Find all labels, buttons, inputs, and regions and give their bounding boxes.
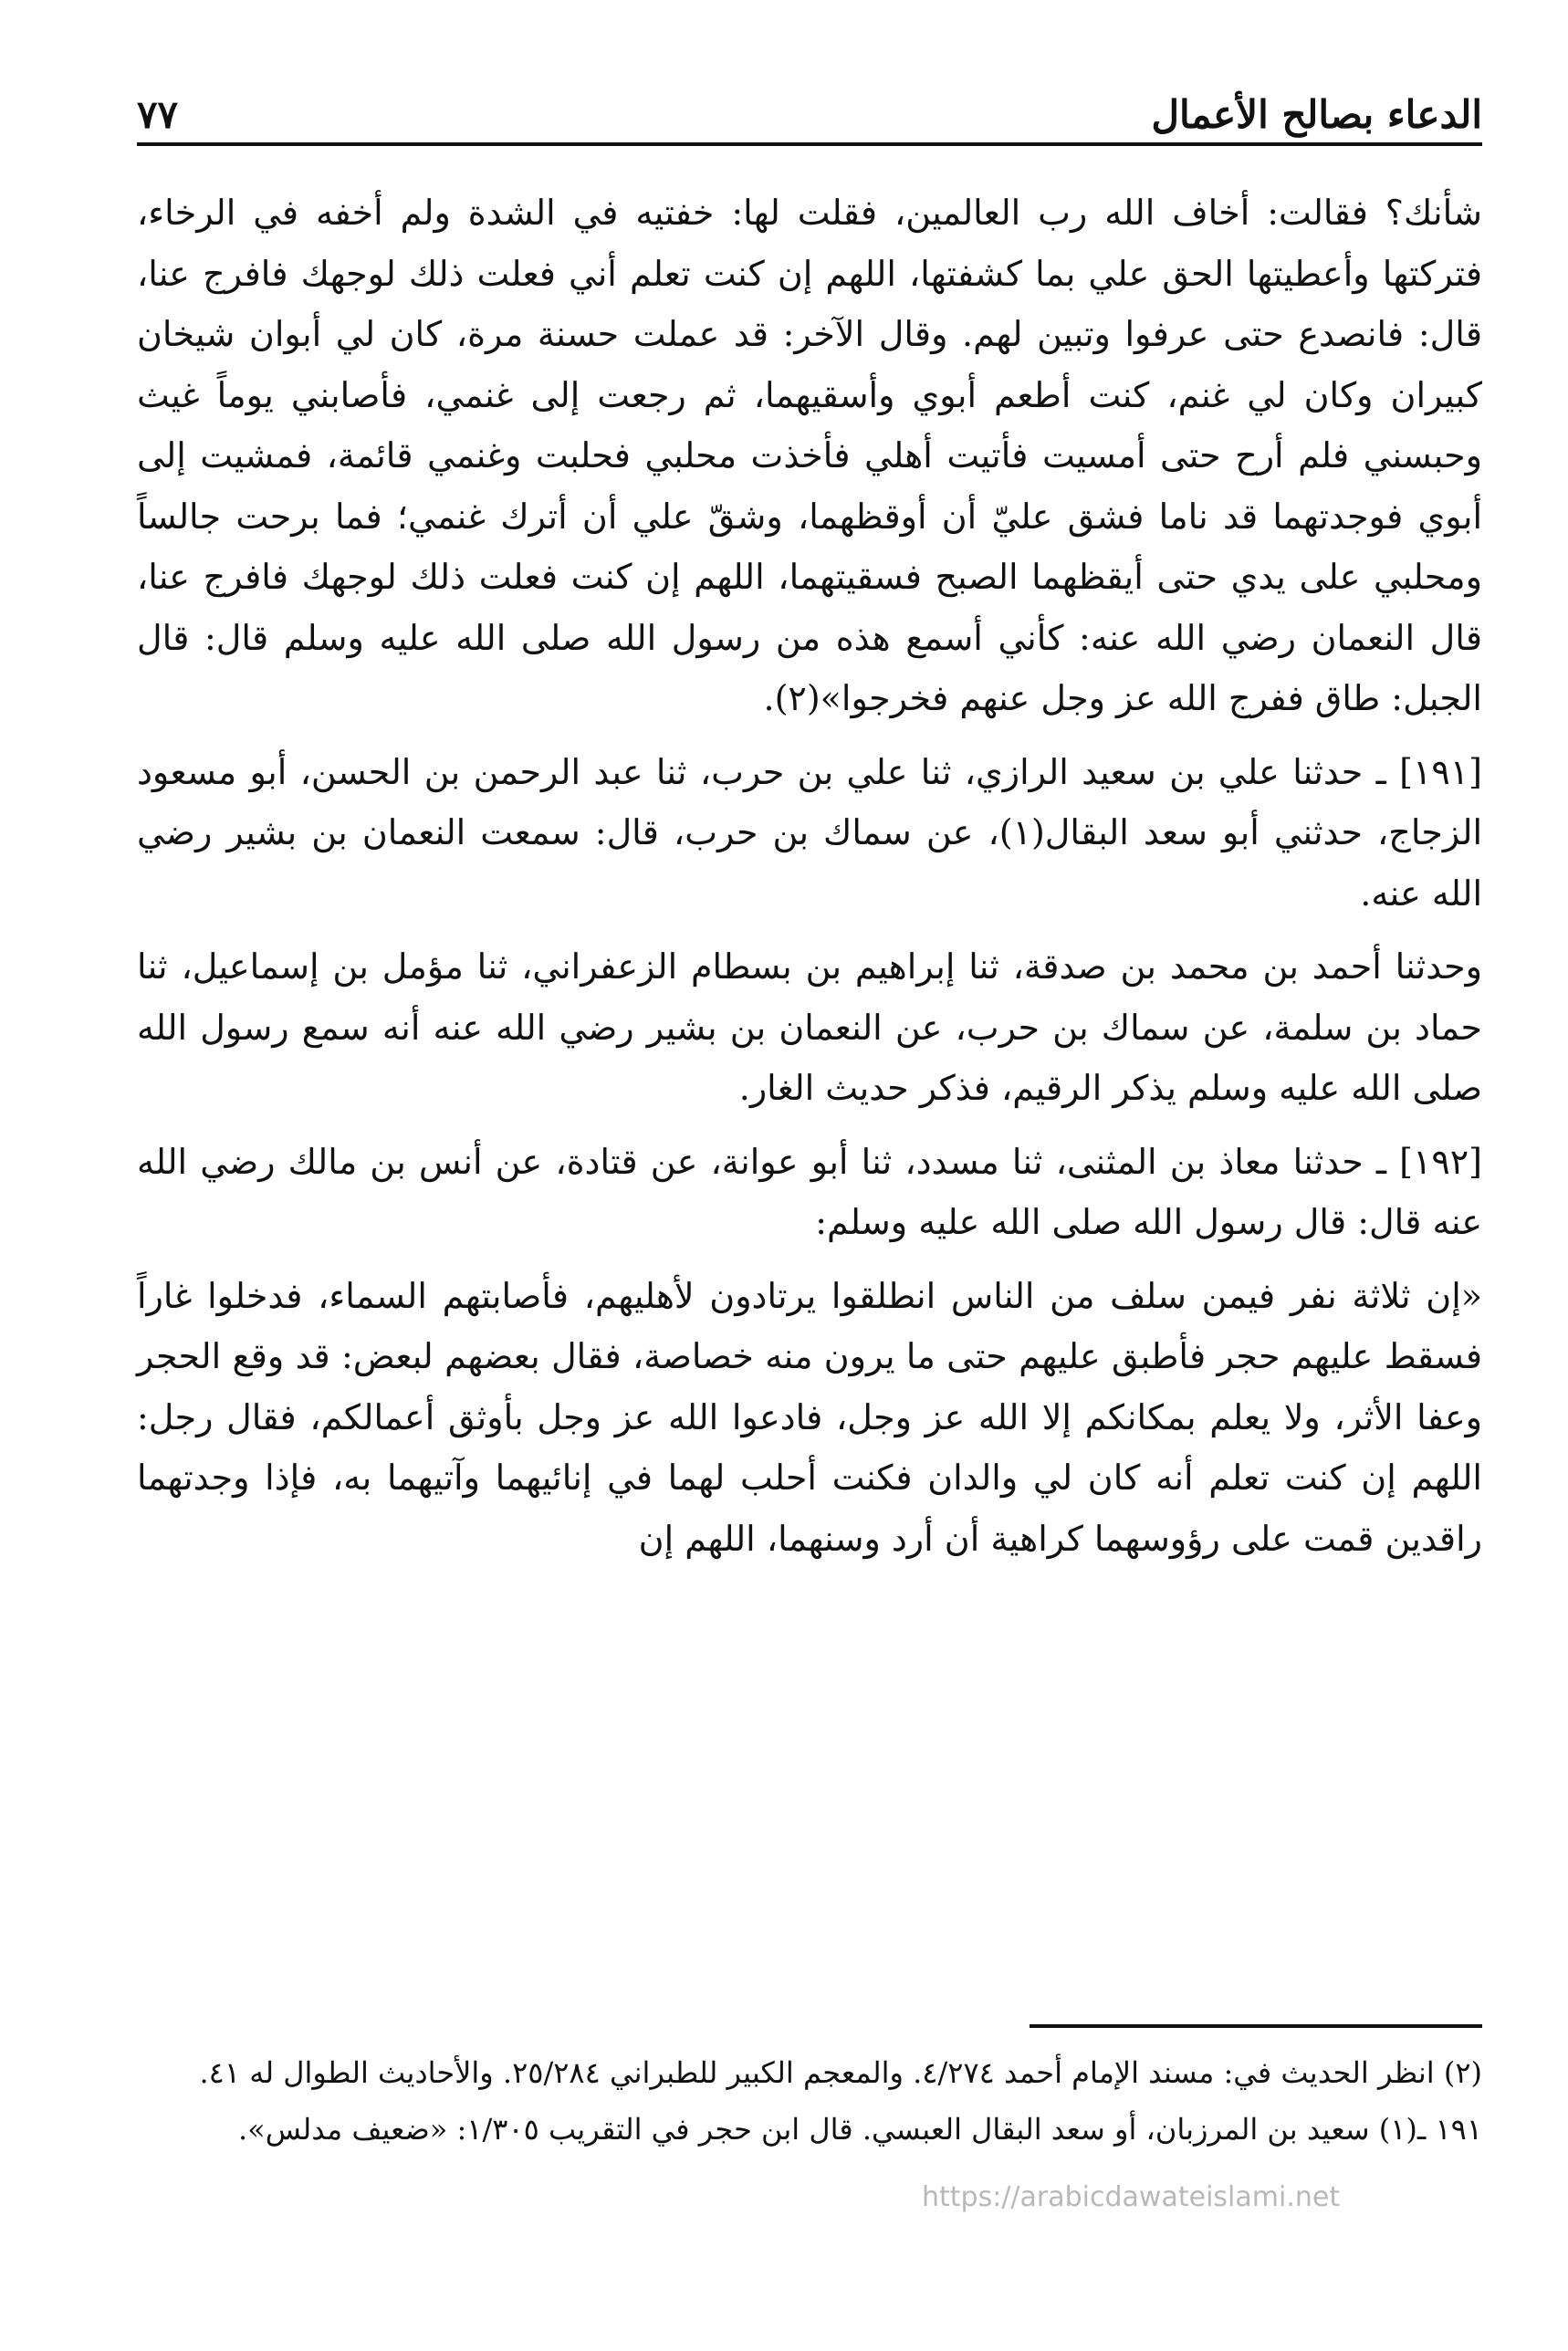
header-rule [137,142,1482,146]
body-text [137,183,1482,1582]
footnote-rule [1030,2024,1482,2028]
footnote-191-1: ١٩١ ـ(١) سعيد بن المرزبان، أو سعد البقال العبسي. قال ابن حجر في التقريب ١/٣٠٥: «ضعيف مدلس». [237,2112,1482,2147]
paragraph-hadith-text: «إن ثلاثة نفر فيمن سلف من الناس انطلقوا يرتادون لأهليهم، فأصابتهم السماء، فدخلوا غاراً فسقط عليهم حجر فأطبق عليهم حتى ما يرون منه خصاصة، فقال بعضهم لبعض: قد وقع الحجر وعفا الأثر، ولا يعلم بمكانكم إلا الله عز وجل، فادعوا الله عز وجل بأوثق أعمالكم، فقال رجل: اللهم إن كنت تعلم أنه كان لي والدان فكنت أحلب لهما في إنائيهما وآتيهما به، فإذا وجدتهما راقدين قمت على رؤوسهما كراهية أن أرد وسنهما، اللهم إن [137,1275,1482,1559]
footnotes [137,2048,1482,2161]
paragraph-hadith-192: [١٩٢] ـ حدثنا معاذ بن المثنى، ثنا مسدد، ثنا أبو عوانة، عن قتادة، عن أنس بن مالك رضي الله عنه قال: قال رسول الله صلى الله عليه وسلم: [137,1141,1482,1242]
running-title: الدعاء بصالح الأعمال [1151,92,1482,137]
watermark-url: https://arabicdawateislami.net [922,2181,1341,2213]
page-header [137,80,1482,141]
paragraph-second-chain: وحدثنا أحمد بن محمد بن صدقة، ثنا إبراهيم بن بسطام الزعفراني، ثنا مؤمل بن إسماعيل، ثنا حماد بن سلمة، عن سماك بن حرب، عن النعمان بن بشير رضي الله عنه أنه سمع رسول الله صلى الله عليه وسلم يذكر الرقيم، فذكر حديث الغار. [137,946,1482,1108]
page-number: ٧٧ [137,92,179,137]
footnote-2: (٢) انظر الحديث في: مسند الإمام أحمد ٤/٢٧٤. والمعجم الكبير للطبراني ٢٥/٢٨٤. والأحاديث الطوال له ٤١. [199,2055,1482,2090]
paragraph-hadith-continuation: شأنك؟ فقالت: أخاف الله رب العالمين، فقلت لها: خفتيه في الشدة ولم أخفه في الرخاء، فتركتها وأعطيتها الحق علي بما كشفتها، اللهم إن كنت تعلم أني فعلت ذلك لوجهك فافرج عنا، قال: فانصدع حتى عرفوا وتبين لهم. وقال الآخر: قد عملت حسنة مرة، كان لي أبوان شيخان كبيران وكان لي غنم، كنت أطعم أبوي وأسقيهما، ثم رجعت إلى غنمي، فأصابني يوماً غيث وحبسني فلم أرح حتى أمسيت فأتيت أهلي فأخذت محلبي فحلبت وغنمي قائمة، فمشيت إلى أبوي فوجدتهما قد ناما فشق عليّ أن أوقظهما، وشقّ علي أن أترك غنمي؛ فما برحت جالساً ومحلبي على يدي حتى أيقظهما الصبح فسقيتهما، اللهم إن كنت فعلت ذلك لوجهك فافرج عنا، قال النعمان رضي الله عنه: كأني أسمع هذه من رسول الله صلى الله عليه وسلم قال: قال الجبل: طاق ففرج الله عز وجل عنهم فخرجوا»(٢). [137,193,1482,718]
paragraph-hadith-191: [١٩١] ـ حدثنا علي بن سعيد الرازي، ثنا علي بن حرب، ثنا عبد الرحمن بن الحسن، أبو مسعود الزجاج، حدثني أبو سعد البقال(١)، عن سماك بن حرب، قال: سمعت النعمان بن بشير رضي الله عنه. [137,751,1483,914]
